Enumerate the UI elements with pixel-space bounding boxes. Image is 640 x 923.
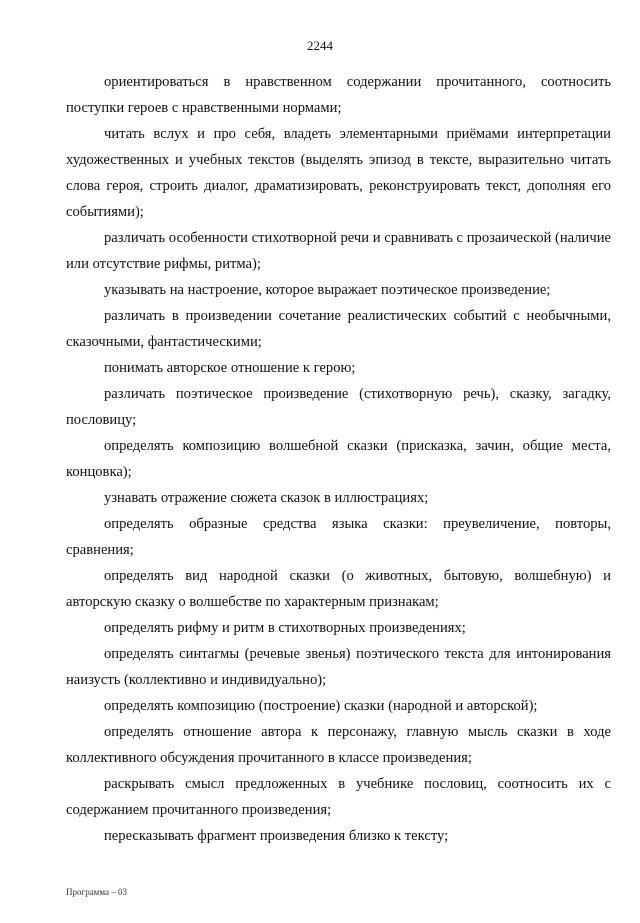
paragraph: определять отношение автора к персонажу, главную мысль сказки в ходе коллективного обсуждения прочитанного в классе произведения; [66,724,611,766]
page-number: 2244 [307,38,333,53]
paragraph: узнавать отражение сюжета сказок в иллюстрациях; [104,490,429,506]
paragraph: различать поэтическое произведение (стихотворную речь), сказку, загадку, пословицу; [66,386,611,428]
paragraph: читать вслух и про себя, владеть элементарными приёмами интерпретации художественных и учебных текстов (выделять эпизод в тексте, выразительно читать слова героя, строить диалог, драматизировать, реконструировать текст, дополняя его событиями); [66,126,611,220]
paragraph: определять синтагмы (речевые звенья) поэтического текста для интонирования наизусть (коллективно и индивидуально); [66,646,611,688]
paragraph: понимать авторское отношение к герою; [104,360,356,376]
paragraph: определять композицию волшебной сказки (присказка, зачин, общие места, концовка); [66,438,611,480]
paragraph: определять вид народной сказки (о животных, бытовую, волшебную) и авторскую сказку о волшебстве по характерным признакам; [66,568,611,610]
paragraph: определять образные средства языка сказки: преувеличение, повторы, сравнения; [66,516,611,558]
paragraph: различать особенности стихотворной речи и сравнивать с прозаической (наличие или отсутствие рифмы, ритма); [66,230,611,272]
paragraph: пересказывать фрагмент произведения близко к тексту; [104,828,449,844]
paragraph: различать в произведении сочетание реалистических событий с необычными, сказочными, фантастическими; [66,308,611,350]
footer-label: Программа – 03 [66,887,128,897]
paragraph: ориентироваться в нравственном содержании прочитанного, соотносить поступки героев с нравственными нормами; [66,74,611,116]
paragraph: определять рифму и ритм в стихотворных произведениях; [104,620,466,636]
paragraph: определять композицию (построение) сказки (народной и авторской); [104,698,538,714]
document-body [66,69,611,849]
paragraph: раскрывать смысл предложенных в учебнике пословиц, соотносить их с содержанием прочитанного произведения; [66,776,611,818]
paragraph: указывать на настроение, которое выражает поэтическое произведение; [104,282,551,298]
